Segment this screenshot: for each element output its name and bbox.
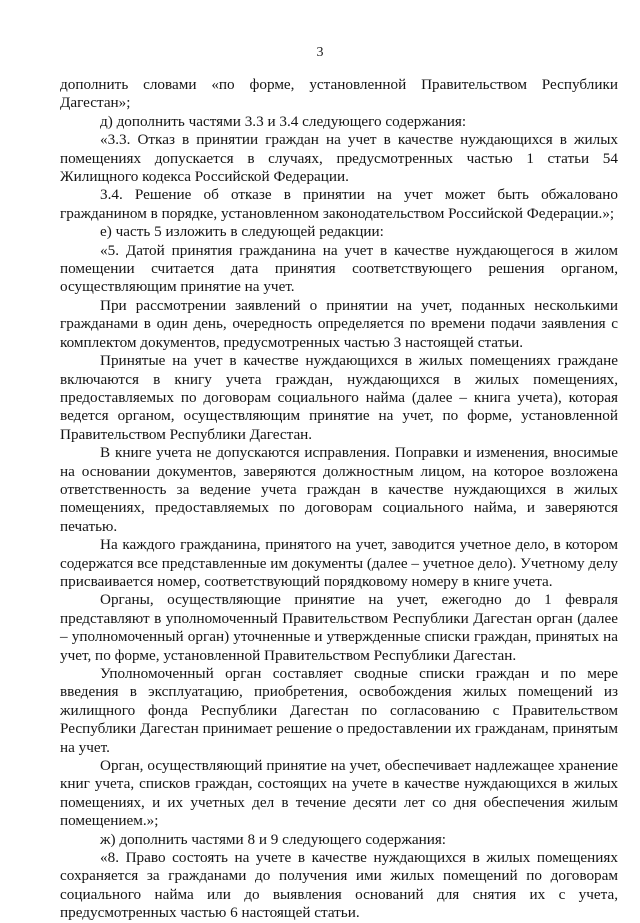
paragraph: Принятые на учет в качестве нуждающихся в жилых помещениях граждане включаются в книгу учета граждан, нуждающихся в жилых помещениях, предоставляемых по договорам социального найма (далее – книга учета), которая ведется органом, осуществляющим принятие на учет, по форме, установленной Правительством Республики Дагестан. bbox=[60, 352, 618, 443]
page-number: 3 bbox=[316, 45, 324, 60]
paragraph: 3.4. Решение об отказе в принятии на учет может быть обжаловано гражданином в порядке, установленном законодательством Российской Федерации.»; bbox=[60, 186, 618, 222]
paragraph: дополнить словами «по форме, установленной Правительством Республики Дагестан»; bbox=[60, 76, 618, 112]
paragraph: д) дополнить частями 3.3 и 3.4 следующего содержания: bbox=[100, 112, 467, 130]
paragraph: е) часть 5 изложить в следующей редакции: bbox=[100, 223, 384, 241]
paragraph: На каждого гражданина, принятого на учет, заводится учетное дело, в котором содержатся все представленные им документы (далее – учетное дело). Учетному делу присваивается номер, соответствующий порядковому номеру в книге учета. bbox=[60, 536, 618, 590]
paragraph: «8. Право состоять на учете в качестве нуждающихся в жилых помещениях сохраняется за гражданами до получения ими жилых помещений по договорам социального найма или до выявления оснований для снятия их с учета, предусмотренных частью 6 настоящей статьи. bbox=[60, 849, 618, 922]
paragraph: Орган, осуществляющий принятие на учет, обеспечивает надлежащее хранение книг учета, списков граждан, состоящих на учете в качестве нуждающихся в жилых помещениях, и их учетных дел в течение десяти лет со дня обеспечения жилым помещением.»; bbox=[60, 757, 618, 830]
paragraph: ж) дополнить частями 8 и 9 следующего содержания: bbox=[100, 830, 447, 848]
paragraph: «3.3. Отказ в принятии граждан на учет в качестве нуждающихся в жилых помещениях допускается в случаях, предусмотренных частью 1 статьи 54 Жилищного кодекса Российской Федерации. bbox=[60, 131, 618, 186]
paragraph: «5. Датой принятия гражданина на учет в качестве нуждающегося в жилом помещении считается дата принятия соответствующего решения органом, осуществляющим принятие на учет. bbox=[60, 241, 618, 296]
paragraph: Уполномоченный орган составляет сводные списки граждан и по мере введения в эксплуатацию, приобретения, освобождения жилых помещений из жилищного фонда Республики Дагестан по согласованию с Правительством Республики Дагестан принимает решение о предоставлении их гражданам, принятым на учет. bbox=[60, 665, 618, 756]
paragraph: В книге учета не допускаются исправления. Поправки и изменения, вносимые на основании документов, заверяются должностным лицом, на которое возложена ответственность за ведение учета граждан в качестве нуждающихся в жилых помещениях, предоставляемых по договорам социального найма, и заверяются печатью. bbox=[60, 444, 618, 535]
paragraph: Органы, осуществляющие принятие на учет, ежегодно до 1 февраля представляют в уполномоченный Правительством Республики Дагестан орган (далее – уполномоченный орган) уточненные и утвержденные списки граждан, принятых на учет, по форме, установленной Правительством Республики Дагестан. bbox=[60, 591, 618, 664]
document-body bbox=[60, 76, 618, 923]
paragraph: При рассмотрении заявлений о принятии на учет, поданных несколькими гражданами в один день, очередность определяется по времени подачи заявления с комплектом документов, предусмотренных частью 3 настоящей статьи. bbox=[60, 296, 618, 351]
